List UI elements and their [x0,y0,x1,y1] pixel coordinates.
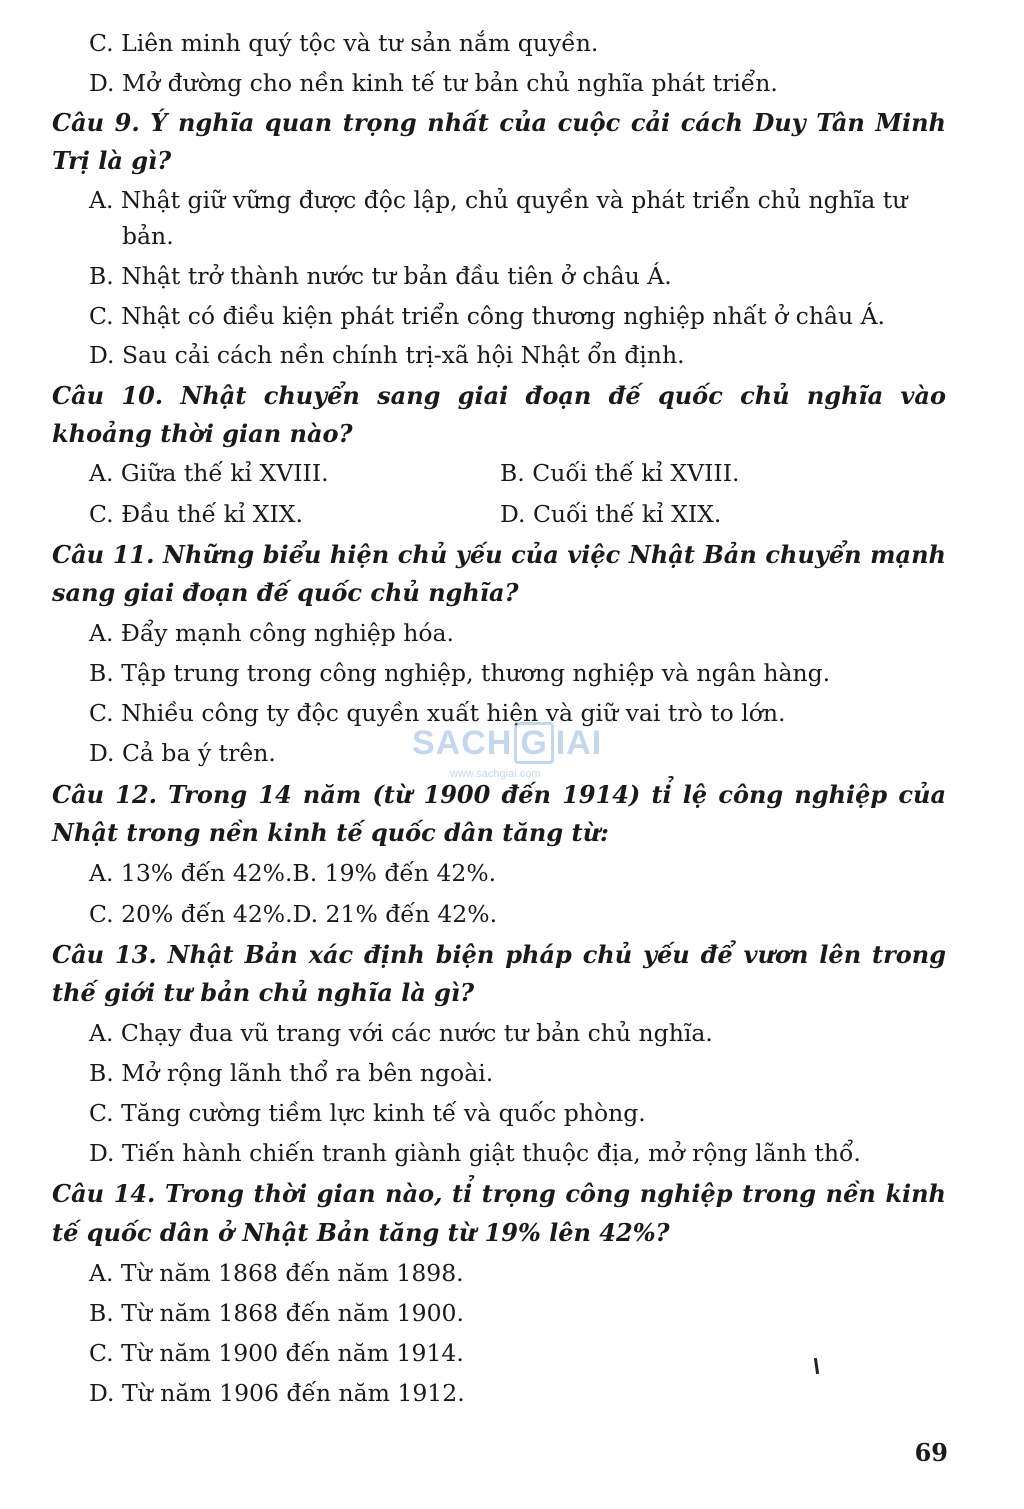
question-12-options-cd: C. 20% đến 42%.D. 21% đến 42%. [89,900,498,928]
option-d-previous: D. Mở đường cho nền kinh tế tư bản chủ nghĩa phát triển. [89,69,778,97]
question-11-line-2: sang giai đoạn đế quốc chủ nghĩa? [52,578,519,607]
question-9-option-a: A. Nhật giữ vững được độc lập, chủ quyền và phát triển chủ nghĩa tư [89,186,908,214]
watermark-text-mid: G [514,722,553,764]
question-10-option-b: B. Cuối thế kỉ XVIII. [500,459,740,487]
question-13-line-2: thế giới tư bản chủ nghĩa là gì? [52,978,475,1007]
question-14-option-a: A. Từ năm 1868 đến năm 1898. [89,1259,464,1287]
watermark-text-left: SACH [412,724,513,762]
question-12-line-2: Nhật trong nền kinh tế quốc dân tăng từ: [52,818,609,847]
question-9-option-d: D. Sau cải cách nền chính trị-xã hội Nhật ổn định. [89,341,685,369]
question-13-option-a: A. Chạy đua vũ trang với các nước tư bản chủ nghĩa. [89,1019,713,1047]
question-11-line-1: Câu 11. Những biểu hiện chủ yếu của việc Nhật Bản chuyển mạnh [52,540,946,569]
question-11-option-c: C. Nhiều công ty độc quyền xuất hiện và giữ vai trò to lớn. [89,699,786,727]
question-14-line-2: tế quốc dân ở Nhật Bản tăng từ 19% lên 42%? [52,1218,670,1247]
question-10-line-1: Câu 10. Nhật chuyển sang giai đoạn đế quốc chủ nghĩa vào [52,381,946,410]
print-speck [814,1358,819,1374]
question-11-option-b: B. Tập trung trong công nghiệp, thương nghiệp và ngân hàng. [89,659,831,687]
page-number: 69 [914,1438,948,1467]
question-14-line-1: Câu 14. Trong thời gian nào, tỉ trọng công nghiệp trong nền kinh [52,1179,946,1208]
question-12-line-1: Câu 12. Trong 14 năm (từ 1900 đến 1914) tỉ lệ công nghiệp của [52,780,946,809]
question-12-options-ab: A. 13% đến 42%.B. 19% đến 42%. [89,859,497,887]
question-13-option-c: C. Tăng cường tiềm lực kinh tế và quốc phòng. [89,1099,646,1127]
question-13-option-d: D. Tiến hành chiến tranh giành giật thuộc địa, mở rộng lãnh thổ. [89,1139,861,1167]
question-10-option-c: C. Đầu thế kỉ XIX. [89,500,304,528]
question-9-line-2: Trị là gì? [52,146,172,175]
question-14-option-b: B. Từ năm 1868 đến năm 1900. [89,1299,464,1327]
question-9-line-1: Câu 9. Ý nghĩa quan trọng nhất của cuộc cải cách Duy Tân Minh [52,108,946,137]
question-9-option-c: C. Nhật có điều kiện phát triển công thương nghiệp nhất ở châu Á. [89,302,886,330]
watermark-url: www.sachgiai.com [450,768,541,780]
question-14-option-c: C. Từ năm 1900 đến năm 1914. [89,1339,464,1367]
question-13-option-b: B. Mở rộng lãnh thổ ra bên ngoài. [89,1059,494,1087]
question-11-option-d: D. Cả ba ý trên. [89,739,276,767]
question-10-option-d: D. Cuối thế kỉ XIX. [500,500,722,528]
sachgiai-watermark [412,722,602,764]
question-13-line-1: Câu 13. Nhật Bản xác định biện pháp chủ yếu để vươn lên trong [52,940,946,969]
question-10-option-a: A. Giữa thế kỉ XVIII. [89,459,329,487]
question-10-line-2: khoảng thời gian nào? [52,419,353,448]
question-9-option-b: B. Nhật trở thành nước tư bản đầu tiên ở châu Á. [89,262,672,290]
question-9-option-a-cont: bản. [122,222,174,250]
question-11-option-a: A. Đẩy mạnh công nghiệp hóa. [89,619,455,647]
option-c-previous: C. Liên minh quý tộc và tư sản nắm quyền. [89,29,599,57]
question-14-option-d: D. Từ năm 1906 đến năm 1912. [89,1379,465,1407]
watermark-text-right: IAI [555,724,603,762]
